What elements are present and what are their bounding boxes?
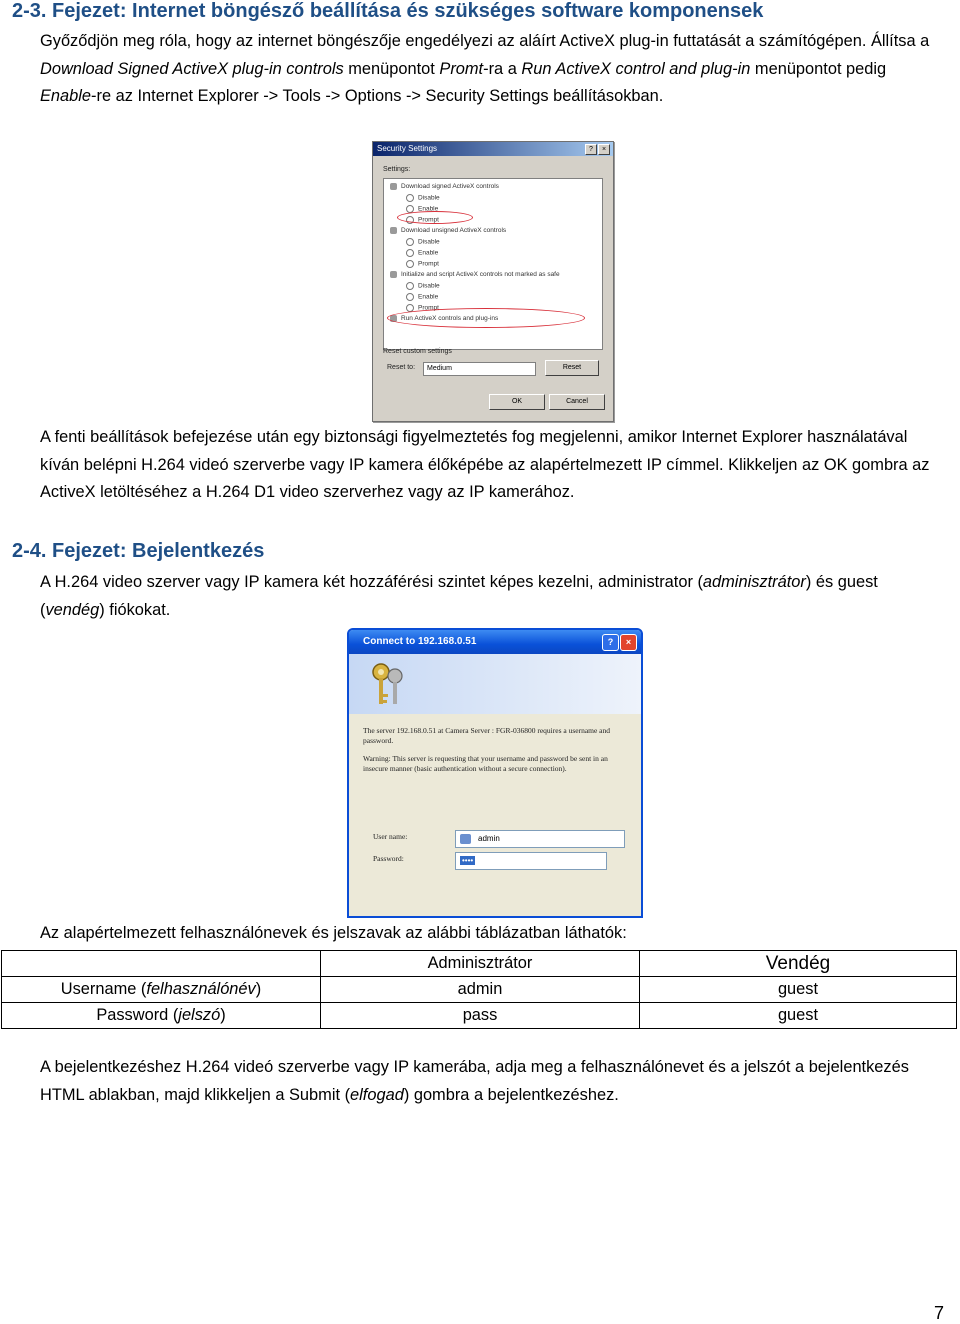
access-levels-paragraph [40, 569, 940, 624]
settings-option[interactable] [406, 249, 438, 257]
emphasis: Run ActiveX control and plug-in [521, 59, 751, 78]
text: ) [255, 980, 262, 998]
settings-option[interactable] [406, 194, 440, 202]
table-header-row [2, 951, 957, 977]
text: Győződjön meg róla, hogy az internet böngészője engedélyezi az aláírt ActiveX plug-in futtatását a számítógépen. Állítsa a [40, 32, 930, 50]
settings-item-label: Prompt [418, 216, 439, 224]
emphasis: Enable [40, 87, 92, 105]
highlight-prompt [397, 211, 473, 224]
section-heading-2-3: 2-3. Fejezet: Internet böngésző beállítása és szükséges software komponensek [12, 0, 764, 22]
gear-icon [390, 183, 397, 190]
table-cell: guest [640, 977, 957, 1003]
reset-level-select[interactable]: Medium [423, 362, 536, 376]
settings-item-label: Disable [418, 282, 440, 290]
keys-icon [367, 660, 407, 708]
emphasis: Download Signed ActiveX plug-in controls [40, 59, 344, 78]
server-message: The server 192.168.0.51 at Camera Server : FGR-036800 requires a username and password. [363, 726, 611, 745]
activex-instructions [40, 28, 940, 111]
table-row [2, 977, 957, 1003]
settings-item-label: Disable [418, 238, 440, 246]
table-cell: admin [321, 977, 640, 1003]
settings-item-label: Download signed ActiveX controls [401, 183, 499, 191]
settings-item-label: Prompt [418, 304, 439, 312]
header-cell: Adminisztrátor [321, 951, 640, 977]
close-icon[interactable]: × [620, 634, 637, 651]
text: Username ( [60, 980, 147, 998]
help-icon[interactable]: ? [585, 144, 597, 155]
emphasis: vendég [45, 600, 100, 619]
login-banner [349, 654, 641, 714]
close-icon[interactable]: × [598, 144, 610, 155]
login-title: Connect to 192.168.0.51 [363, 636, 477, 647]
settings-item-label: Download unsigned ActiveX controls [401, 227, 507, 235]
security-settings-dialog [372, 141, 614, 422]
emphasis: Promt [439, 59, 484, 78]
text: A bejelentkezéshez H.264 videó szerverbe vagy IP kamerába, adja meg a felhasználónevet és a jelszót a bejelentkezés HTML ablakban, majd klikkeljen a Submit ( [40, 1058, 909, 1104]
text: ) és guest ( [40, 573, 878, 619]
settings-option[interactable] [406, 238, 440, 246]
page-number: 7 [933, 1303, 944, 1323]
reset-to-label: Reset to: [387, 364, 416, 371]
default-accounts-table [1, 950, 957, 1029]
emphasis: adminisztrátor [702, 573, 806, 591]
password-field[interactable] [455, 852, 607, 870]
closing-paragraph [40, 1054, 920, 1109]
password-value: •••• [462, 856, 474, 865]
radio-icon [406, 194, 414, 202]
radio-icon [406, 249, 414, 257]
reset-button[interactable]: Reset [545, 360, 599, 376]
username-field[interactable] [455, 830, 625, 848]
radio-icon [406, 260, 414, 268]
username-value: admin [478, 834, 500, 843]
text: ) gombra a bejelentkezéshez. [403, 1085, 619, 1104]
emphasis: felhasználónév [146, 980, 256, 998]
radio-icon [406, 238, 414, 246]
text: -re az Internet Explorer -> Tools -> Options -> Security Settings beállításokban. [91, 87, 664, 105]
settings-item-label: Enable [418, 249, 439, 257]
settings-option[interactable] [406, 293, 438, 301]
radio-icon [406, 293, 414, 301]
settings-option[interactable] [406, 282, 440, 290]
settings-group [390, 183, 499, 190]
dialog-title: Security Settings [377, 144, 438, 153]
emphasis: elfogad [350, 1085, 404, 1104]
security-warning-paragraph: A fenti beállítások befejezése után egy biztonsági figyelmeztetés fog megjelenni, amikor Internet Explorer használatával kíván belépni H.264 videó szerverbe vagy IP kamera élőképébe az alapértelmezett IP címmel. Klikkeljen az OK gombra az ActiveX letöltéséhez a H.264 D1 video szerverhez vagy az IP kamerához. [40, 428, 930, 501]
help-icon[interactable]: ? [602, 634, 619, 651]
login-titlebar [349, 630, 641, 654]
text: -ra a [483, 59, 522, 78]
dialog-titlebar [373, 142, 613, 156]
password-label: Password: [373, 854, 404, 863]
settings-item-label: Prompt [418, 260, 439, 268]
text: Password ( [96, 1006, 179, 1024]
settings-item-label: Run ActiveX controls and plug-ins [401, 315, 499, 323]
user-icon [460, 834, 471, 844]
settings-group [390, 227, 506, 234]
header-cell [2, 951, 321, 977]
table-intro: Az alapértelmezett felhasználónevek és jelszavak az alábbi táblázatban láthatók: [40, 924, 627, 942]
row-label [2, 977, 321, 1003]
settings-item-label: Initialize and script ActiveX controls not marked as safe [401, 271, 560, 279]
gear-icon [390, 271, 397, 278]
cancel-button[interactable]: Cancel [549, 394, 605, 410]
username-label: User name: [373, 832, 408, 841]
settings-item-label: Enable [418, 293, 439, 301]
section-heading-2-4: 2-4. Fejezet: Bejelentkezés [12, 540, 265, 562]
reset-group-label: Reset custom settings [383, 348, 452, 355]
settings-item-label: Disable [418, 194, 440, 202]
row-label [2, 1003, 321, 1029]
login-dialog [347, 628, 643, 918]
table-cell: guest [640, 1003, 957, 1029]
emphasis: jelszó [178, 1006, 221, 1024]
settings-group [390, 271, 560, 278]
settings-label: Settings: [383, 166, 411, 173]
text: A H.264 video szerver vagy IP kamera két hozzáférési szintet képes kezelni, administrator ( [40, 573, 703, 591]
ok-button[interactable]: OK [489, 394, 545, 410]
text: ) fiókokat. [99, 600, 171, 619]
table-row [2, 1003, 957, 1029]
gear-icon [390, 227, 397, 234]
settings-option[interactable] [406, 260, 439, 268]
text: menüpontot pedig [750, 59, 887, 78]
highlight-run-activex [387, 308, 585, 328]
table-cell: pass [321, 1003, 640, 1029]
header-cell: Vendég [640, 951, 957, 977]
text: menüpontot [343, 59, 440, 78]
settings-item-label: Enable [418, 205, 439, 213]
text: ) [220, 1006, 226, 1024]
warning-message: Warning: This server is requesting that your username and password be sent in an insecure manner (basic authentication without a secure connection). [363, 754, 608, 773]
radio-icon [406, 282, 414, 290]
